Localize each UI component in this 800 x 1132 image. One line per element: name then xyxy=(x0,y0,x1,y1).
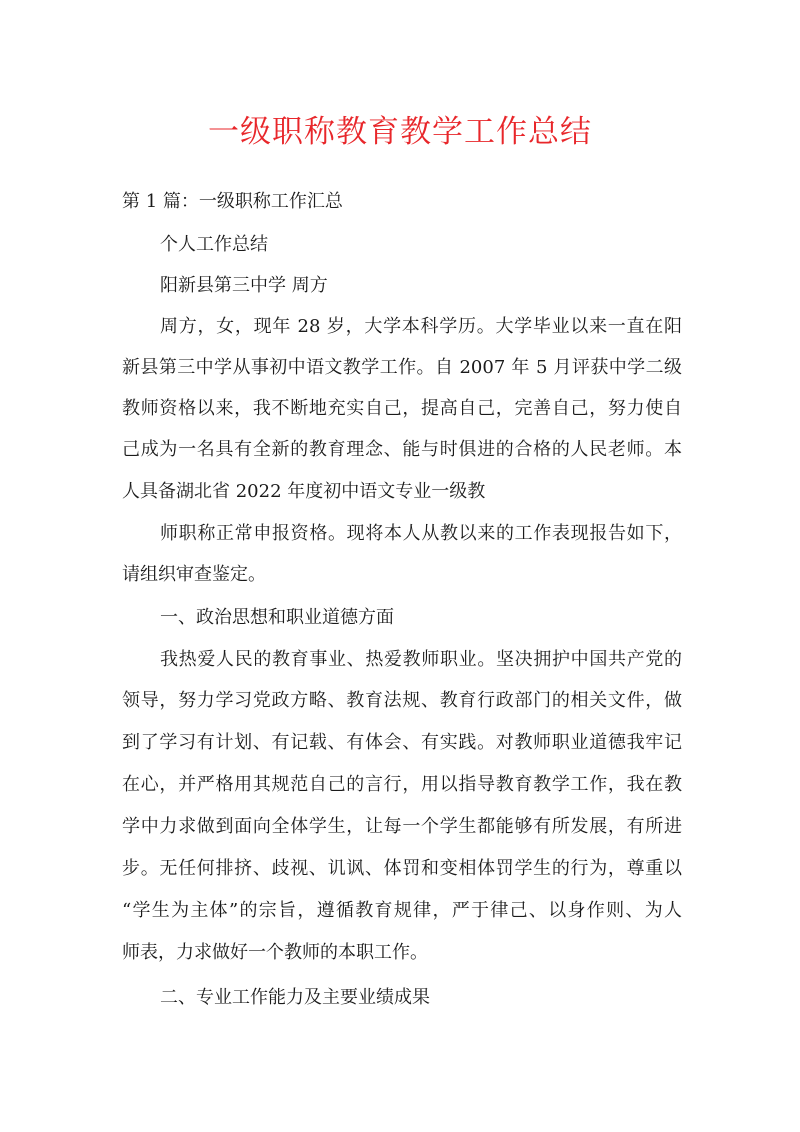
paragraph-line: 到了学习有计划、有记载、有体会、有实践。对教师职业道德我牢记 xyxy=(122,732,682,753)
section-heading-professional: 二、专业工作能力及主要业绩成果 xyxy=(160,987,430,1008)
paragraph-line: 我热爱人民的教育事业、热爱教师职业。坚决拥护中国共产党的 xyxy=(160,649,682,670)
document-title: 一级职称教育教学工作总结 xyxy=(208,114,592,150)
paragraph-line: 在心，并严格用其规范自己的言行，用以指导教育教学工作，我在教 xyxy=(122,774,682,795)
paragraph-line: 步。无任何排挤、歧视、讥讽、体罚和变相体罚学生的行为，尊重以 xyxy=(122,858,682,879)
paragraph-line: 领导，努力学习党政方略、教育法规、教育行政部门的相关文件，做 xyxy=(122,690,682,711)
section-heading-political: 一、政治思想和职业道德方面 xyxy=(160,607,394,628)
paragraph-line: 教师资格以来，我不断地充实自己，提高自己，完善自己，努力使自 xyxy=(122,398,682,419)
author-line: 阳新县第三中学 周方 xyxy=(160,275,328,296)
paragraph-line: 己成为一名具有全新的教育理念、能与时俱进的合格的人民老师。本 xyxy=(122,439,682,460)
paragraph-line: 请组织审查鉴定。 xyxy=(122,564,266,585)
section-heading-chapter-1: 第 1 篇：一级职称工作汇总 xyxy=(122,191,343,212)
paragraph-line: 学中力求做到面向全体学生，让每一个学生都能够有所发展，有所进 xyxy=(122,816,682,837)
sub-heading-personal-summary: 个人工作总结 xyxy=(160,234,268,255)
paragraph-line: 新县第三中学从事初中语文教学工作。自 2007 年 5 月评获中学二级 xyxy=(122,357,682,378)
paragraph-line: 人具备湖北省 2022 年度初中语文专业一级教 xyxy=(122,481,486,502)
paragraph-line: “学生为主体”的宗旨，遵循教育规律，严于律己、以身作则、为人 xyxy=(122,900,682,921)
paragraph-line: 师职称正常申报资格。现将本人从教以来的工作表现报告如下， xyxy=(160,523,682,544)
paragraph-line: 师表，力求做好一个教师的本职工作。 xyxy=(122,942,428,963)
paragraph-line: 周方，女，现年 28 岁，大学本科学历。大学毕业以来一直在阳 xyxy=(160,316,682,337)
